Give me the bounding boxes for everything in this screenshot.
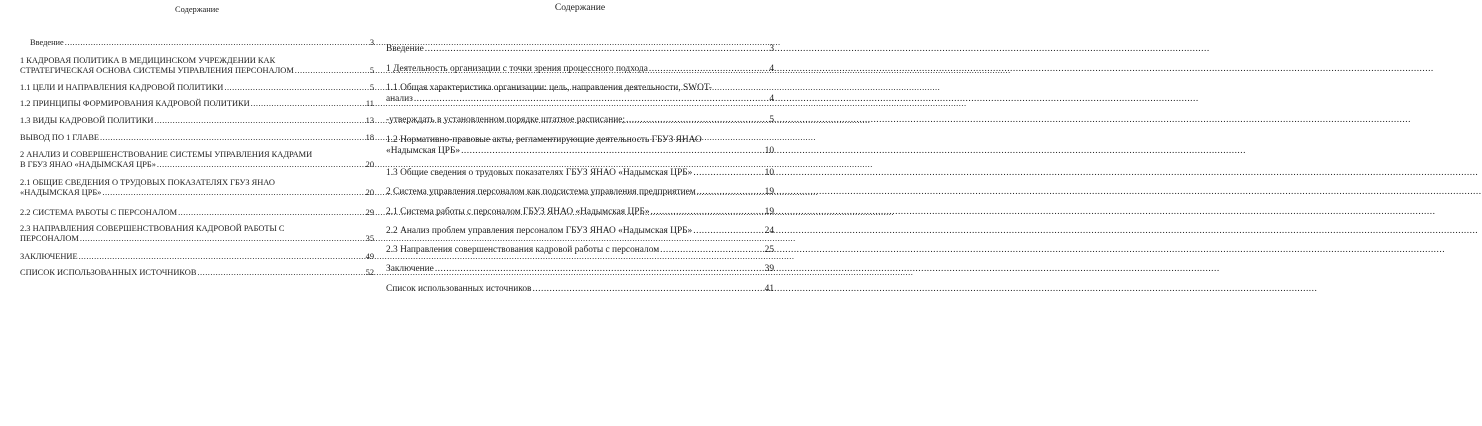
page-number: 39 (764, 264, 774, 274)
right-toc-entry-10 (386, 245, 774, 256)
page-number: 5 (369, 83, 374, 92)
entry-text: 1 КАДРОВАЯ ПОЛИТИКА В МЕДИЦИНСКОМ УЧРЕЖДЕНИИ КАК (20, 56, 276, 65)
entry-text: «Надымская ЦРБ» (386, 146, 461, 156)
page-number: 4 (769, 94, 774, 104)
entry-text: 1.2 ПРИНЦИПЫ ФОРМИРОВАНИЯ КАДРОВОЙ ПОЛИТИКИ (20, 99, 250, 108)
entry-text: ЗАКЛЮЧЕНИЕ (20, 252, 78, 261)
dot-leader (100, 133, 365, 143)
dot-leader (532, 284, 763, 295)
page-number: 19 (764, 187, 774, 197)
page-number: 49 (365, 252, 374, 261)
entry-text: 2 Система управления персоналом как подсистема управления предприятием (386, 187, 696, 197)
dot-leader (65, 38, 369, 48)
right-toc-entry-7 (386, 187, 774, 198)
entry-text: ПЕРСОНАЛОМ (20, 233, 79, 243)
dot-leader (435, 264, 764, 275)
page-number: 10 (764, 168, 774, 178)
entry-text: Введение (30, 38, 64, 47)
page-number: 20 (365, 159, 374, 169)
right-toc-entry-3 (386, 83, 774, 105)
right-toc-entry-8 (386, 207, 774, 218)
dot-leader (251, 99, 365, 109)
page-number: 13 (365, 116, 374, 125)
dot-leader (626, 115, 768, 126)
entry-text: 1.3 Общие сведения о трудовых показателях ГБУЗ ЯНАО «Надымская ЦРБ» (386, 168, 693, 178)
entry-text: -утверждать в установленном порядке штатное расписание; (386, 115, 626, 125)
right-toc-entry-11 (386, 264, 774, 275)
dot-leader (178, 208, 365, 218)
right-toc-entry-5 (386, 135, 774, 157)
entry-text: 2.1 Система работы с персоналом ГБУЗ ЯНАО «Надымская ЦРБ» (386, 207, 650, 217)
page-number: 5 (369, 65, 374, 75)
dot-leader (660, 245, 763, 256)
page-number: 20 (365, 187, 374, 197)
page-number: 25 (764, 245, 774, 255)
dot-leader (693, 226, 763, 237)
dot-leader (697, 187, 764, 198)
entry-text: СТРАТЕГИЧЕСКАЯ ОСНОВА СИСТЕМЫ УПРАВЛЕНИЯ ПЕРСОНАЛОМ (20, 65, 294, 75)
dot-leader (649, 64, 768, 75)
right-toc-entry-2 (386, 64, 774, 75)
left-toc-entry-9 (20, 208, 374, 218)
page-number: 19 (764, 207, 774, 217)
left-toc-entry-8 (20, 178, 374, 197)
entry-text: 2.1 ОБЩИЕ СВЕДЕНИЯ О ТРУДОВЫХ ПОКАЗАТЕЛЯХ ГБУЗ ЯНАО (20, 178, 275, 187)
page-number: 35 (365, 233, 374, 243)
right-toc-entry-9 (386, 226, 774, 237)
page-number: 29 (365, 208, 374, 217)
entry-text: 1.1 Общая характеристика организации: цель, направления деятельности, SWOT- (386, 83, 712, 93)
page-number: 52 (365, 268, 374, 277)
page-number: 3 (369, 38, 374, 47)
left-toc-entry-5 (20, 116, 374, 126)
dot-leader (80, 234, 365, 244)
dot-leader (197, 268, 364, 278)
right-toc-entry-6 (386, 168, 774, 179)
entry-text: 2.2 Анализ проблем управления персоналом ГБУЗ ЯНАО «Надымская ЦРБ» (386, 226, 693, 236)
entry-text: Введение (386, 44, 424, 54)
left-toc-entry-10 (20, 224, 374, 243)
right-toc-entry-4 (386, 115, 774, 126)
entry-text: 2.3 НАПРАВЛЕНИЯ СОВЕРШЕНСТВОВАНИЯ КАДРОВОЙ РАБОТЫ С (20, 224, 285, 233)
page-number: 10 (764, 146, 774, 156)
entry-text: СПИСОК ИСПОЛЬЗОВАННЫХ ИСТОЧНИКОВ (20, 268, 197, 277)
entry-text: 2.3 Направления совершенствования кадровой работы с персоналом (386, 245, 660, 255)
right-toc-entry-1 (386, 44, 774, 55)
entry-text: В ГБУЗ ЯНАО «НАДЫМСКАЯ ЦРБ» (20, 159, 156, 169)
page-number: 18 (365, 133, 374, 142)
dot-leader (157, 160, 365, 170)
dot-leader (693, 168, 763, 179)
entry-text: 1 Деятельность организации с точки зрения процессного подхода (386, 64, 648, 74)
entry-text: Заключение (386, 264, 434, 274)
left-toc-entry-4 (20, 99, 374, 109)
left-toc-entry-11 (20, 252, 374, 262)
dot-leader (102, 188, 364, 198)
dot-leader (295, 66, 369, 76)
entry-text: 2.2 СИСТЕМА РАБОТЫ С ПЕРСОНАЛОМ (20, 208, 178, 217)
dot-leader (414, 94, 768, 105)
left-toc-entry-3 (20, 83, 374, 93)
right-toc-entry-12 (386, 284, 774, 295)
right-toc-title: Содержание (554, 2, 606, 13)
left-toc-entry-12 (20, 268, 374, 278)
page-number: 41 (764, 284, 774, 294)
left-toc-entry-1 (20, 38, 374, 48)
page-number: 3 (769, 44, 774, 54)
dot-leader (154, 116, 364, 126)
entry-text: «НАДЫМСКАЯ ЦРБ» (20, 187, 102, 197)
entry-text: анализ (386, 94, 413, 104)
page-number: 24 (764, 226, 774, 236)
entry-text: Список использованных источников (386, 284, 532, 294)
left-toc-entry-2 (20, 56, 374, 75)
entry-text: 1.1 ЦЕЛИ И НАПРАВЛЕНИЯ КАДРОВОЙ ПОЛИТИКИ (20, 83, 224, 92)
dot-leader (79, 252, 365, 262)
left-toc-entry-7 (20, 150, 374, 169)
page-number: 11 (365, 99, 374, 108)
entry-text: 2 АНАЛИЗ И СОВЕРШЕНСТВОВАНИЕ СИСТЕМЫ УПРАВЛЕНИЯ КАДРАМИ (20, 150, 313, 159)
dot-leader (224, 83, 368, 93)
entry-text: ВЫВОД ПО 1 ГЛАВЕ (20, 133, 100, 142)
dot-leader (425, 44, 769, 55)
page-number: 5 (769, 115, 774, 125)
page-number: 4 (769, 64, 774, 74)
entry-text: 1.2 Нормативно-правовые акты, регламентирующие деятельность ГБУЗ ЯНАО (386, 135, 702, 145)
left-toc-title: Содержание (175, 5, 219, 14)
dot-leader (461, 146, 764, 157)
entry-text: 1.3 ВИДЫ КАДРОВОЙ ПОЛИТИКИ (20, 116, 154, 125)
dot-leader (651, 207, 764, 218)
left-toc-entry-6 (20, 133, 374, 143)
